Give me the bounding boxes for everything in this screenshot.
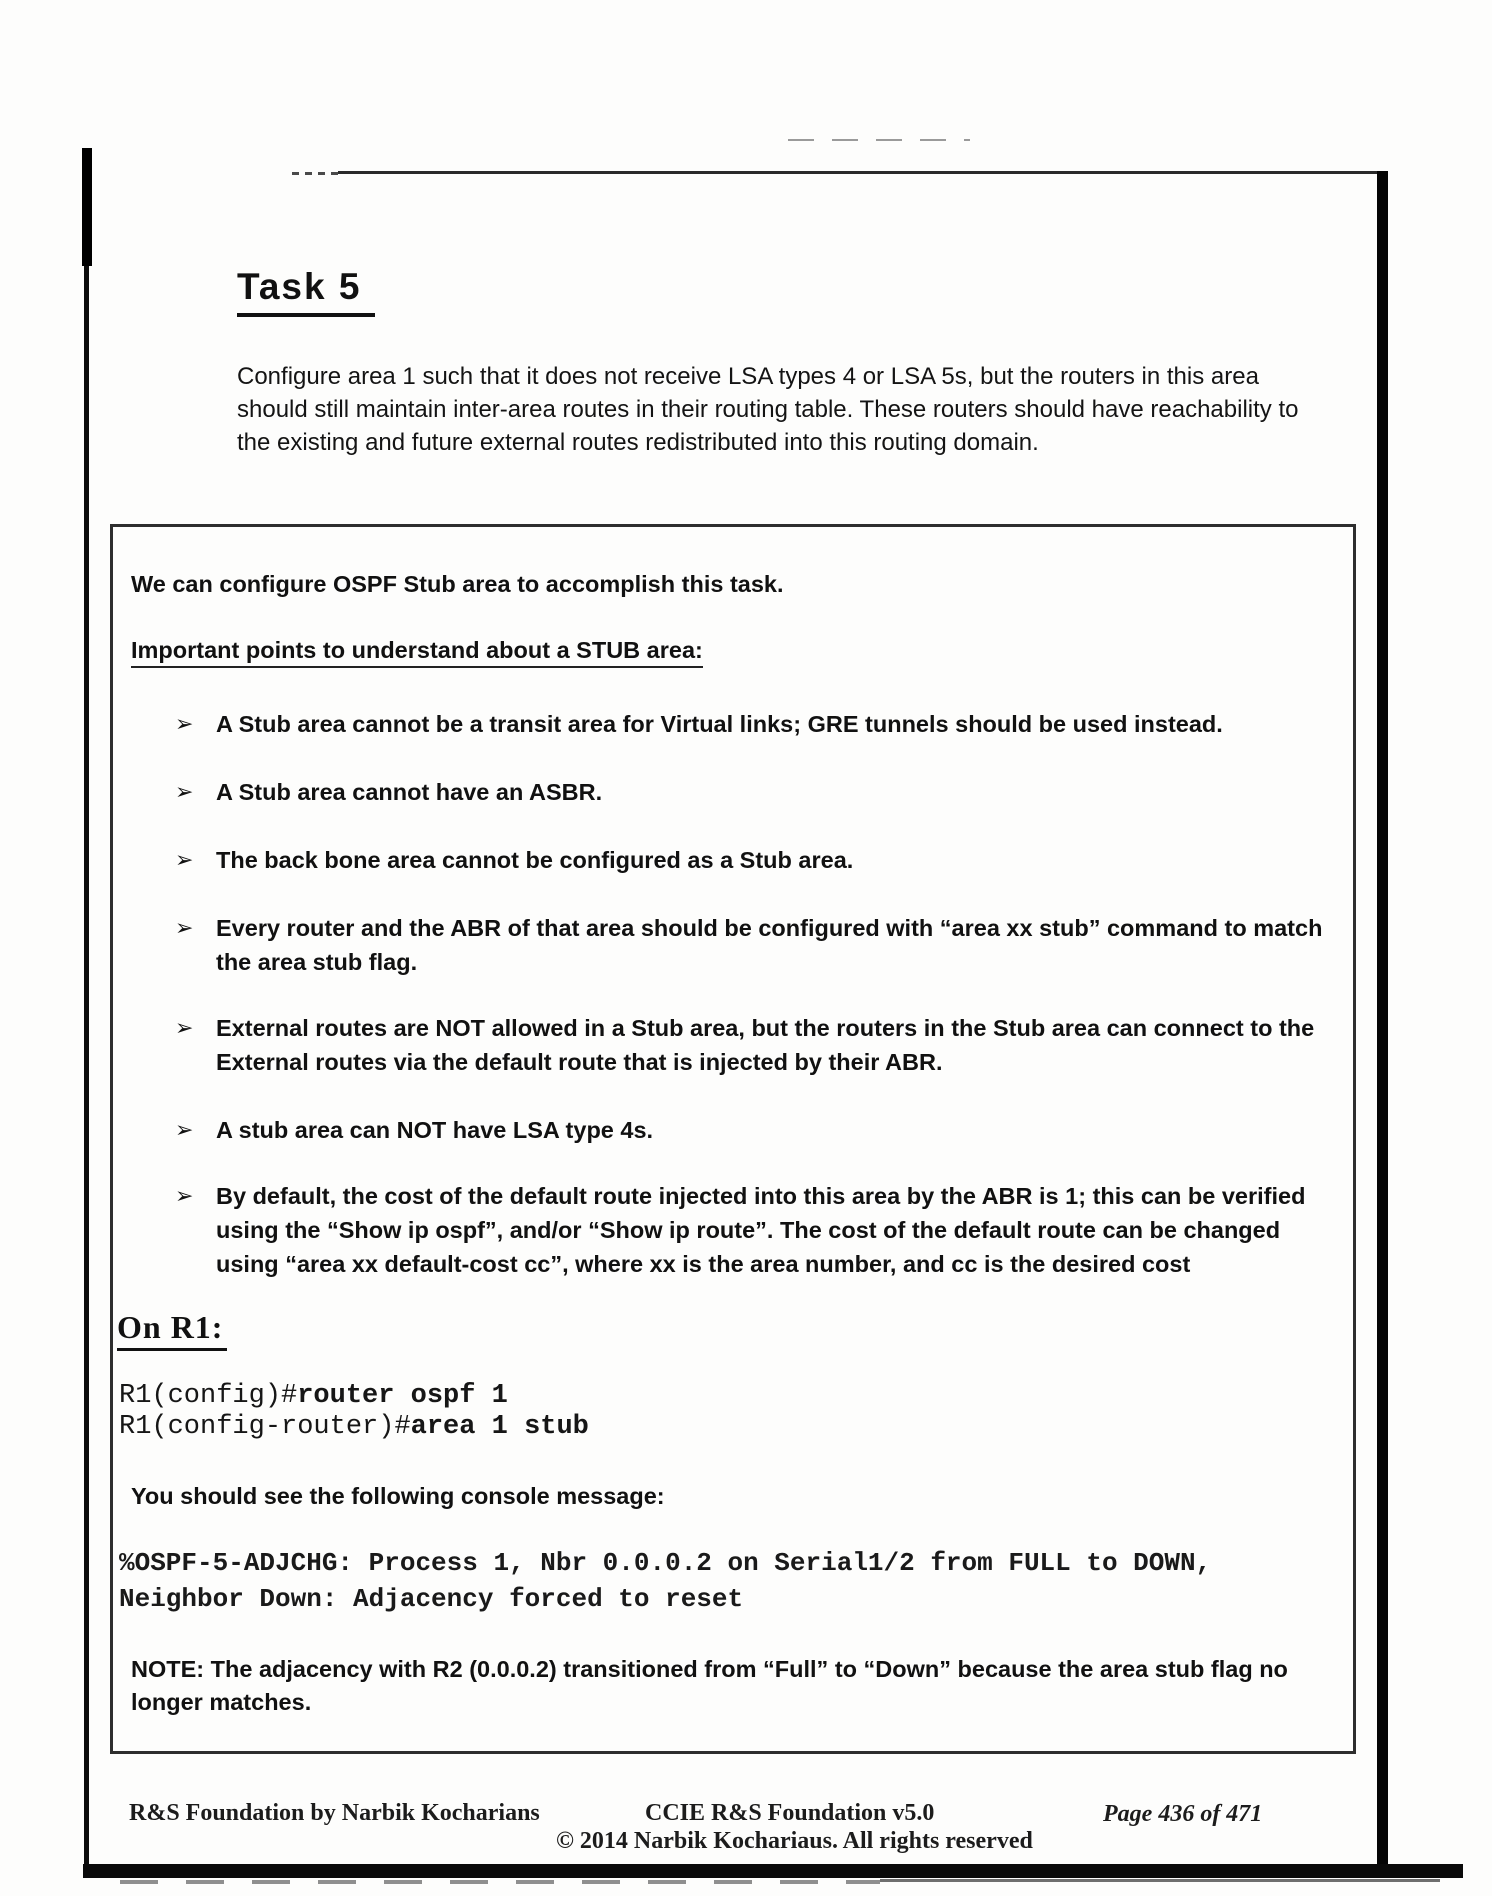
list-item [175, 1113, 1341, 1147]
cli-command: router ospf 1 [297, 1381, 508, 1411]
cli-command: area 1 stub [410, 1412, 589, 1442]
arrow-bullet-icon: ➢ [175, 1117, 194, 1142]
solution-box [110, 524, 1356, 1754]
page-frame-top-border-dashes [292, 172, 340, 175]
footer-book-title: R&S Foundation by Narbik Kocharians [129, 1800, 540, 1826]
stub-points-heading: Important points to understand about a STUB area: [131, 637, 703, 668]
stub-point-text: External routes are NOT allowed in a Stub area, but the routers in the Stub area can connect to the External routes via the default route that is injected by their ABR. [216, 1015, 1315, 1075]
console-message-line: %OSPF-5-ADJCHG: Process 1, Nbr 0.0.0.2 on Serial1/2 from FULL to DOWN, [119, 1548, 1212, 1578]
on-r1-heading: On R1: [117, 1309, 227, 1351]
arrow-bullet-icon: ➢ [175, 915, 194, 940]
console-message [119, 1545, 1211, 1617]
list-item [175, 1179, 1341, 1281]
stub-point-text: By default, the cost of the default route injected into this area by the ABR is 1; this can be verified using the “Show ip ospf”, and/or “Show ip route”. The cost of the default route can be changed using “area xx default-cost cc”, where xx is the area number, and cc is the desired cost [216, 1183, 1306, 1277]
page-frame-right-border [1377, 171, 1388, 1871]
task-title: Task 5 [237, 266, 375, 317]
cli-config-block [119, 1381, 589, 1443]
scan-artifact-bottom-smudge [120, 1880, 880, 1884]
task-description: Configure area 1 such that it does not receive LSA types 4 or LSA 5s, but the routers in this area should still maintain inter-area routes in their routing table. These routers should have reachability to the existing and future external routes redistributed into this routing domain. [237, 363, 1299, 456]
page-frame-left-border-thick-segment [82, 148, 92, 266]
arrow-bullet-icon: ➢ [175, 1015, 194, 1040]
scan-artifact-dashes [788, 139, 970, 141]
stub-point-text: A Stub area cannot have an ASBR. [216, 779, 603, 805]
page-frame-left-border [84, 148, 89, 1874]
cli-prompt: R1(config-router)# [119, 1412, 411, 1442]
footer-page-number: Page 436 of 471 [1103, 1801, 1263, 1827]
scan-artifact-bottom-line [880, 1879, 1440, 1882]
list-item [175, 775, 1341, 809]
cli-line [119, 1381, 589, 1412]
list-item [175, 1011, 1341, 1079]
arrow-bullet-icon: ➢ [175, 847, 194, 872]
cli-prompt: R1(config)# [119, 1381, 298, 1411]
stub-point-text: A Stub area cannot be a transit area for Virtual links; GRE tunnels should be used instead. [216, 711, 1223, 737]
arrow-bullet-icon: ➢ [175, 1183, 194, 1208]
page-frame-top-border [338, 171, 1384, 174]
arrow-bullet-icon: ➢ [175, 711, 194, 736]
console-message-intro: You should see the following console message: [131, 1483, 665, 1509]
page-frame-bottom-border [83, 1864, 1463, 1878]
list-item [175, 843, 1341, 877]
list-item [175, 911, 1341, 979]
solution-intro: We can configure OSPF Stub area to accomplish this task. [131, 571, 784, 597]
stub-point-text: A stub area can NOT have LSA type 4s. [216, 1117, 654, 1143]
list-item [175, 707, 1341, 741]
console-message-line: Neighbor Down: Adjacency forced to reset [119, 1584, 744, 1614]
stub-point-text: The back bone area cannot be configured as a Stub area. [216, 847, 854, 873]
note-text: NOTE: The adjacency with R2 (0.0.0.2) transitioned from “Full” to “Down” because the area stub flag no longer matches. [131, 1656, 1288, 1715]
stub-point-text: Every router and the ABR of that area should be configured with “area xx stub” command to match the area stub flag. [216, 915, 1323, 975]
footer-copyright: © 2014 Narbik Kochariaus. All rights reserved [556, 1828, 1033, 1854]
cli-line [119, 1412, 589, 1443]
arrow-bullet-icon: ➢ [175, 779, 194, 804]
footer-course-title: CCIE R&S Foundation v5.0 [645, 1800, 935, 1826]
